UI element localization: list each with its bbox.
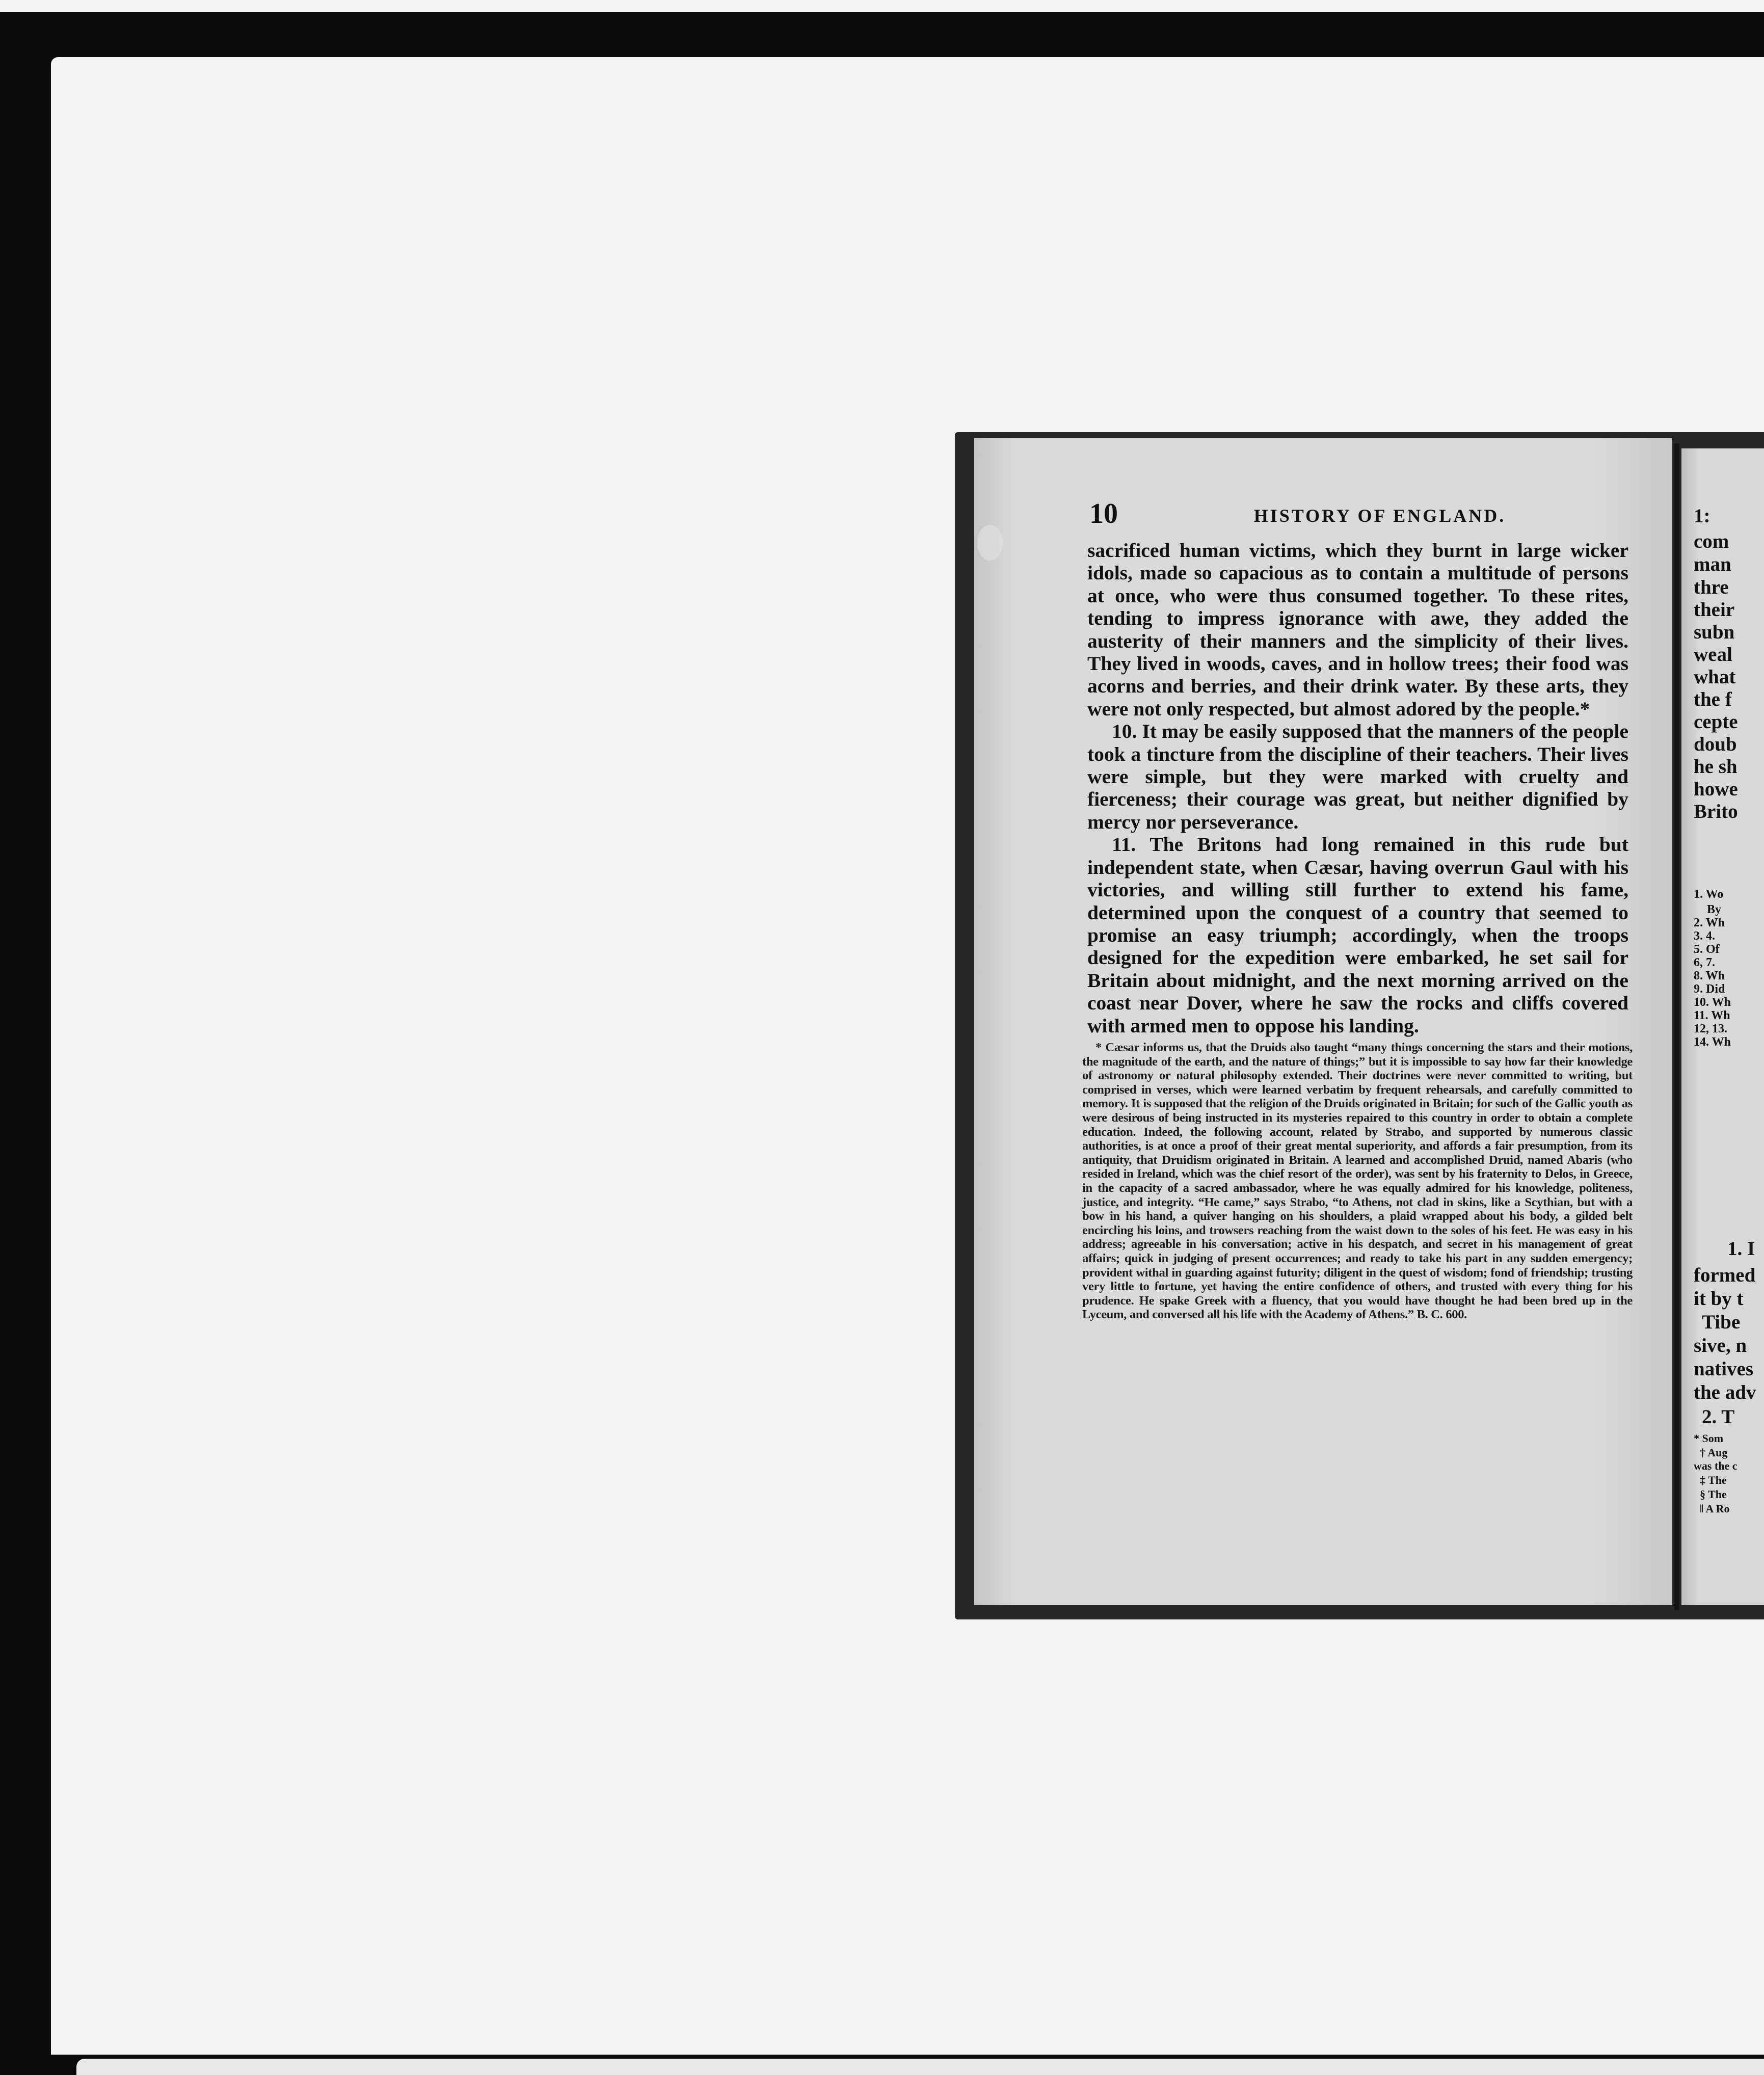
- paragraph-continuation: sacrificed human victims, which they burnt in large wicker idols, made so capacious as to contain a multitude of persons at once, who were thus consumed together. To these rites, tending to impress ignorance with awe, they added the austerity of their manners and the simplicity of their lives. They lived in woods, caves, and in hollow trees; their food was acorns and berries, and their drink water. By these arts, they were not only respected, but almost adored by the people.*: [1087, 539, 1628, 720]
- text-line: com: [1694, 530, 1729, 552]
- text-line: doub: [1694, 733, 1737, 755]
- question-line: 8. Wh: [1694, 969, 1725, 982]
- text-line: 2. T: [1702, 1406, 1735, 1428]
- text-line: cepte: [1694, 711, 1738, 733]
- text-line: what: [1694, 666, 1736, 688]
- text-line: 1:: [1694, 505, 1710, 527]
- book-gutter: [1674, 443, 1679, 1610]
- question-line: 14. Wh: [1694, 1035, 1731, 1049]
- question-line: 11. Wh: [1694, 1009, 1730, 1022]
- text-line: formed: [1694, 1264, 1756, 1286]
- question-line: 12, 13.: [1694, 1022, 1727, 1035]
- text-line: the adv: [1694, 1381, 1756, 1403]
- text-line: their: [1694, 599, 1735, 621]
- note-line: * Som: [1694, 1432, 1724, 1445]
- page-blemish: [977, 525, 1003, 561]
- text-line: he sh: [1694, 756, 1738, 778]
- text-line: Brito: [1694, 801, 1738, 822]
- text-line: the f: [1694, 688, 1732, 710]
- text-line: subn: [1694, 621, 1735, 643]
- question-line: 5. Of: [1694, 943, 1720, 956]
- right-page-fragment: [1681, 448, 1764, 1605]
- note-line: ‡ The: [1700, 1474, 1727, 1486]
- text-line: natives: [1694, 1358, 1753, 1380]
- text-line: sive, n: [1694, 1335, 1747, 1356]
- question-line: 3. 4.: [1694, 929, 1715, 943]
- question-line: 2. Wh: [1694, 916, 1725, 929]
- text-line: it by t: [1694, 1288, 1744, 1310]
- note-line: † Aug: [1700, 1446, 1728, 1459]
- note-line: § The: [1700, 1488, 1727, 1501]
- note-line: ‖ A Ro: [1700, 1502, 1730, 1515]
- paragraph-11: 11. The Britons had long remained in this rude but independent state, when Cæsar, having overrun Gaul with his victories, and willing still further to extend his fame, determined upon the conquest of a country that seemed to promise an easy triumph; accordingly, when the troops designed for the expedition were embarked, he set sail for Britain about midnight, and the next morning arrived on the coast near Dover, where he saw the rocks and cliffs covered with armed men to oppose his landing.: [1087, 833, 1628, 1037]
- question-line: By: [1707, 903, 1722, 916]
- text-line: 1. I: [1727, 1238, 1755, 1260]
- text-line: thre: [1694, 576, 1729, 598]
- left-page: [974, 438, 1672, 1605]
- question-line: 6, 7.: [1694, 956, 1715, 969]
- running-title: HISTORY OF ENGLAND.: [1253, 506, 1506, 526]
- paragraph-10: 10. It may be easily supposed that the manners of the people took a tincture from the discipline of their teachers. Their lives were simple, but they were marked with cruelty and fierceness; their courage was great, but neither dignified by mercy nor perseverance.: [1087, 720, 1628, 833]
- text-line: Tibe: [1702, 1311, 1741, 1333]
- scanner-bottom-edge: [76, 2059, 1764, 2075]
- text-line: howe: [1694, 778, 1738, 800]
- text-line: man: [1694, 553, 1731, 575]
- body-text: [1087, 539, 1628, 1037]
- note-line: was the c: [1694, 1459, 1738, 1472]
- footnote-text: * Cæsar informs us, that the Druids also taught “many things concerning the stars and their motions, the magnitude of the earth, and the nature of things;” but it is impossible to say how far their knowledge of astronomy or natural philosophy extended. Their doctrines were never committed to writing, but comprised in verses, which were learned verbatim by frequent rehearsals, and carefully committed to memory. It is supposed that the religion of the Druids originated in Britain; for such of the Gallic youth as were desirous of being instructed in its mysteries repaired to this country in order to obtain a complete education. Indeed, the following account, related by Strabo, and supported by numerous classic authorities, is at once a proof of their great mental superiority, and affords a fair presumption, from its antiquity, that Druidism originated in Britain. A learned and accomplished Druid, named Abaris (who resided in Ireland, which was the chief resort of the order), was sent by his fraternity to Delos, in Greece, in the capacity of a sacred ambassador, where he was equally admired for his knowledge, politeness, justice, and integrity. “He came,” says Strabo, “to Athens, not clad in skins, like a Scythian, but with a bow in his hand, a quiver hanging on his shoulders, a plaid wrapped about his body, a gilded belt encircling his loins, and trowsers reaching from the waist down to the soles of his feet. He was easy in his address; agreeable in his conversation; active in his despatch, and secret in his management of great affairs; quick in judging of present occurrences; and ready to take his part in any sudden emergency; provident withal in guarding against futurity; diligent in the quest of wisdom; fond of friendship; trusting very little to fortune, yet having the entire confidence of others, and trusted with every thing for his prudence. He spake Greek with a fluency, that you would have thought he had been bred up in the Lyceum, and conversed all his life with the Academy of Athens.” B. C. 600.: [1082, 1041, 1633, 1322]
- question-line: 1. Wo: [1694, 888, 1724, 901]
- question-line: 9. Did: [1694, 982, 1725, 996]
- page-number: 10: [1089, 498, 1118, 529]
- text-line: weal: [1694, 644, 1732, 666]
- question-line: 10. Wh: [1694, 996, 1731, 1009]
- running-head: [1089, 499, 1645, 528]
- scanner-top-edge: [0, 0, 1764, 12]
- footnote: [1082, 1041, 1633, 1322]
